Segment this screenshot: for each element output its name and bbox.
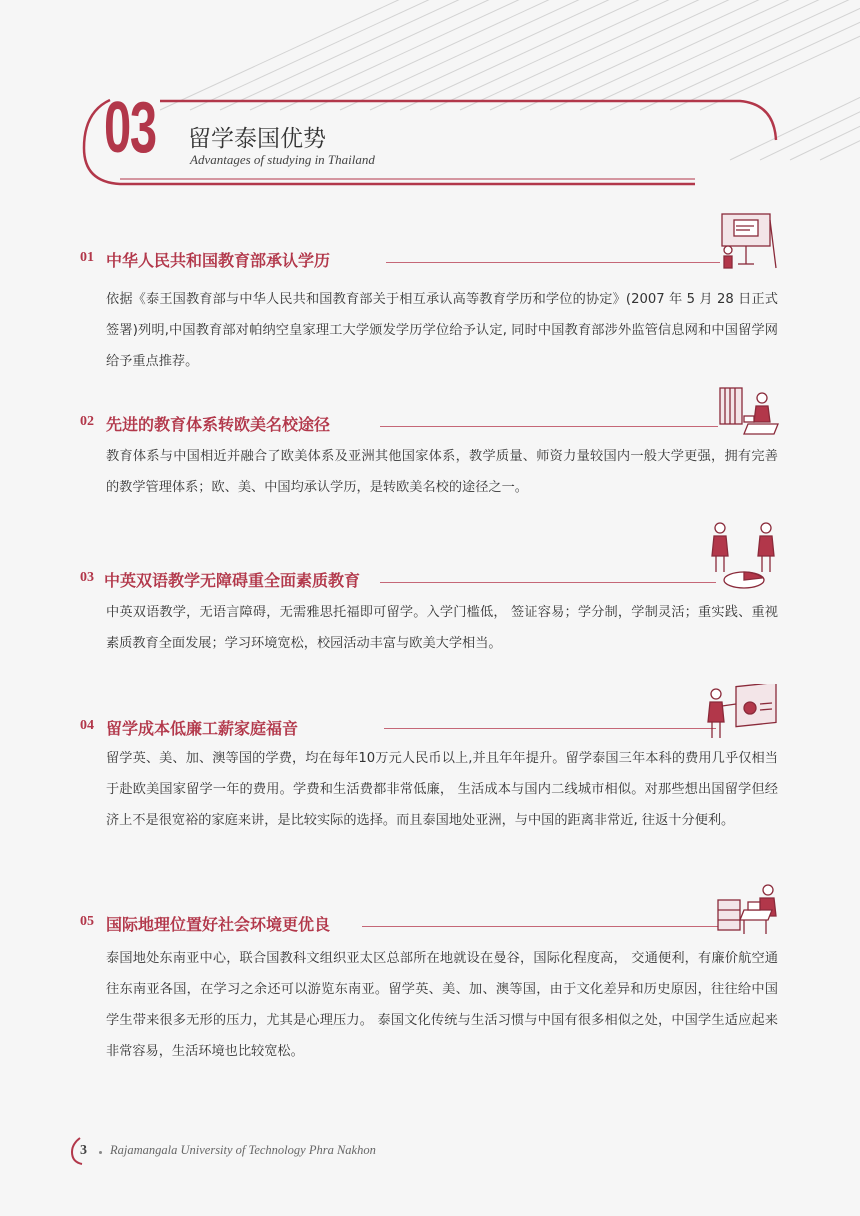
section-number: 04	[80, 718, 94, 733]
section-divider	[380, 582, 716, 583]
section-number: 05	[80, 914, 94, 929]
desk-worker-icon	[714, 880, 784, 938]
section-divider	[380, 426, 718, 427]
presenter-screen-icon	[704, 684, 782, 744]
section-number: 03	[80, 570, 94, 585]
section-divider	[362, 926, 718, 927]
footer-university: Rajamangala University of Technology Phra Nakhon	[110, 1143, 376, 1157]
section-divider	[386, 262, 720, 263]
section-body: 中英双语教学，无语言障碍，无需雅思托福即可留学。入学门槛低， 签证容易；学分制，学制灵活；重实践、重视素质教育全面发展；学习环境宽松，校园活动丰富与欧美大学相当。	[106, 605, 778, 651]
presentation-board-icon	[716, 208, 780, 272]
chapter-number: 03	[104, 88, 156, 168]
section-title: 留学成本低廉工薪家庭福音	[106, 719, 299, 738]
section-number: 01	[80, 250, 94, 265]
section-title: 先进的教育体系转欧美名校途径	[106, 415, 331, 434]
section-title: 国际地理位置好社会环境更优良	[106, 915, 331, 934]
footer-separator	[99, 1151, 102, 1154]
section-body: 依据《泰王国教育部与中华人民共和国教育部关于相互承认高等教育学历和学位的协定》(2007 年 5 月 28 日正式签署)列明,中国教育部对帕纳空皇家理工大学颁发学历学位给予认定, 同时中国教育部涉外监管信息网和中国留学网给予重点推荐。	[106, 292, 778, 369]
section-divider	[384, 728, 716, 729]
section-title: 中华人民共和国教育部承认学历	[106, 251, 331, 270]
section-body: 留学英、美、加、澳等国的学费，均在每年10万元人民币以上,并且年年提升。留学泰国三年本科的费用几乎仅相当于赴欧美国家留学一年的费用。学费和生活费都非常低廉， 生活成本与国内二线城市相似。对那些想出国留学但经济上不是很宽裕的家庭来讲，是比较实际的选择。而且泰国地处亚洲，与中国的距离非常近, 往返十分便利。	[106, 751, 778, 828]
chapter-subtitle: Advantages of studying in Thailand	[190, 152, 375, 167]
section-body: 教育体系与中国相近并融合了欧美体系及亚洲其他国家体系，教学质量、师资力量较国内一般大学更强，拥有完善的教学管理体系；欧、美、中国均承认学历，是转欧美名校的途径之一。	[106, 449, 778, 495]
chapter-title: 留学泰国优势	[188, 126, 326, 152]
business-people-chart-icon	[706, 520, 782, 592]
page-number: 3	[80, 1143, 87, 1158]
reading-student-icon	[716, 384, 782, 440]
section-number: 02	[80, 414, 94, 429]
section-body: 泰国地处东南亚中心，联合国教科文组织亚太区总部所在地就设在曼谷，国际化程度高， 交通便利，有廉价航空通往东南亚各国，在学习之余还可以游览东南亚。留学英、美、加、澳等国，由于文化差异和历史原因，往往给中国学生带来很多无形的压力，尤其是心理压力。 泰国文化传统与生活习惯与中国有很多相似之处，中国学生适应起来非常容易，生活环境也比较宽松。	[106, 951, 778, 1059]
section-title: 中英双语教学无障碍重全面素质教育	[104, 571, 361, 590]
